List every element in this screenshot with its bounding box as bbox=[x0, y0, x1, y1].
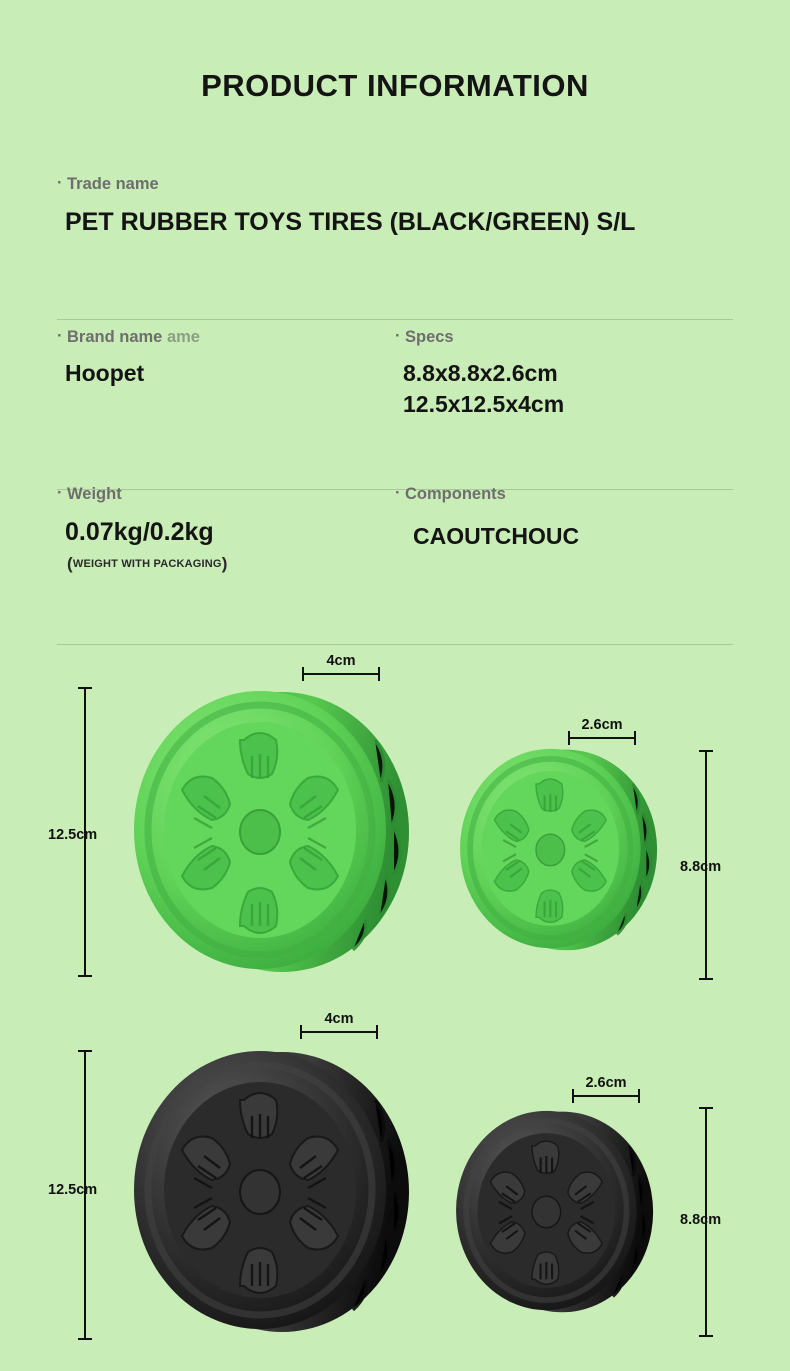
info-cell-brand-name bbox=[57, 328, 395, 420]
specs-value-line-1: 8.8x8.8x2.6cm bbox=[403, 360, 558, 386]
components-label: · Components bbox=[395, 485, 733, 504]
trade-name-label: · Trade name bbox=[57, 175, 733, 194]
black-large-height-label: 12.5cm bbox=[48, 1182, 98, 1198]
info-row-brand-specs bbox=[57, 328, 733, 420]
green-large-height-label: 12.5cm bbox=[48, 827, 98, 843]
black-small-tire bbox=[446, 1103, 661, 1318]
green-large-width-label: 4cm bbox=[326, 653, 356, 669]
brand-name-label-ghost: ame bbox=[166, 328, 200, 346]
page-title: PRODUCT INFORMATION bbox=[201, 68, 589, 103]
divider-1 bbox=[57, 319, 733, 320]
black-small-width-label: 2.6cm bbox=[585, 1075, 627, 1091]
weight-note-text: WEIGHT WITH PACKAGING bbox=[72, 558, 222, 570]
weight-note-open-paren: ( bbox=[67, 554, 73, 573]
black-large-width-dim-bar bbox=[300, 1031, 378, 1033]
weight-note bbox=[57, 554, 395, 574]
black-small-tire-graphic bbox=[446, 1103, 661, 1318]
black-large-tire bbox=[120, 1040, 420, 1340]
green-small-tire-graphic bbox=[450, 741, 665, 956]
green-small-width-label: 2.6cm bbox=[581, 717, 623, 733]
specs-value-line-2: 12.5x12.5x4cm bbox=[403, 391, 565, 418]
brand-name-label-text: Brand name bbox=[67, 328, 163, 346]
components-value: CAOUTCHOUC bbox=[413, 523, 580, 549]
black-small-height-label: 8.8cm bbox=[680, 1212, 722, 1228]
info-cell-trade-name bbox=[57, 175, 733, 238]
brand-name-label bbox=[57, 328, 395, 347]
specs-label: · Specs bbox=[395, 328, 733, 347]
info-cell-weight bbox=[57, 485, 395, 574]
weight-label: · Weight bbox=[57, 485, 395, 504]
brand-name-value: Hoopet bbox=[65, 360, 145, 386]
weight-note-close-paren: ) bbox=[221, 554, 228, 573]
weight-value: 0.07kg/0.2kg bbox=[65, 518, 214, 546]
black-large-tire-graphic bbox=[120, 1040, 420, 1340]
green-small-width-dim-bar bbox=[568, 737, 636, 739]
black-small-width-dim-bar bbox=[572, 1095, 640, 1097]
green-large-tire-graphic bbox=[120, 680, 420, 980]
info-row-trade-name bbox=[57, 175, 733, 238]
black-large-width-label: 4cm bbox=[324, 1011, 354, 1027]
info-cell-specs bbox=[395, 328, 733, 420]
green-small-tire bbox=[450, 741, 665, 956]
product-images bbox=[0, 645, 790, 1371]
info-cell-components bbox=[395, 485, 733, 574]
green-large-width-dim-bar bbox=[302, 673, 380, 675]
info-row-weight-components bbox=[57, 485, 733, 574]
green-large-tire bbox=[120, 680, 420, 980]
trade-name-value: PET RUBBER TOYS TIRES (BLACK/GREEN) S/L bbox=[65, 208, 636, 236]
green-small-height-label: 8.8cm bbox=[680, 859, 722, 875]
